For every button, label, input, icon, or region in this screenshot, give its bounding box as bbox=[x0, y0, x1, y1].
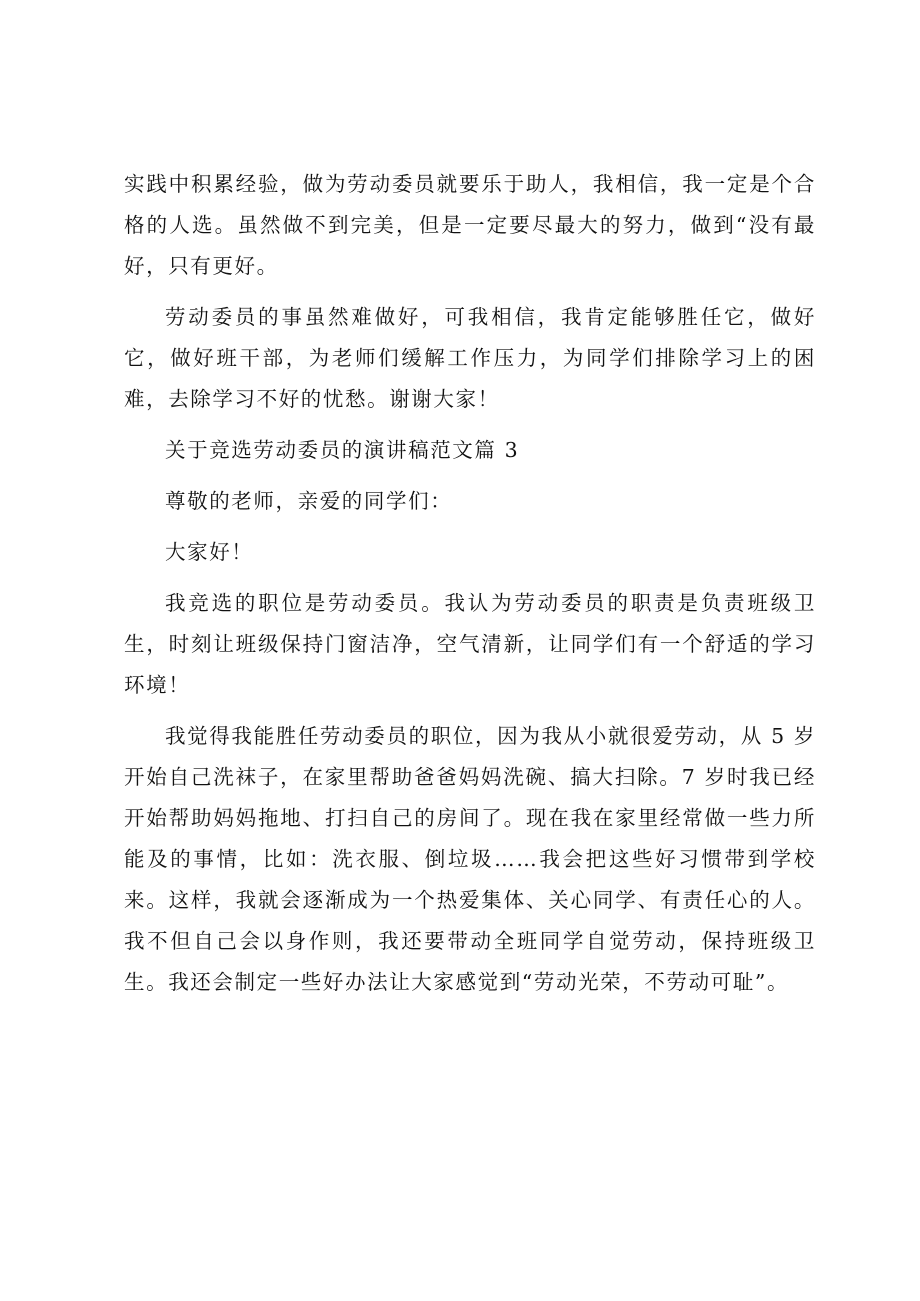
greeting: 大家好！ bbox=[165, 540, 254, 564]
section-title: 关于竞选劳动委员的演讲稿范文篇 3 bbox=[165, 438, 520, 462]
paragraph-closing: 劳动委员的事虽然难做好，可我相信，我肯定能够胜任它，做好它，做好班干部，为老师们缓解工作压力，为同学们排除学习上的困难，去除学习不好的忧愁。谢谢大家！ bbox=[124, 305, 816, 411]
paragraph-qualification: 我觉得我能胜任劳动委员的职位，因为我从小就很爱劳动，从 5 岁开始自己洗袜子，在家里帮助爸爸妈妈洗碗、搞大扫除。7 岁时我已经开始帮助妈妈拖地、打扫自己的房间了。现在我在家里经常做一些力所能及的事情，比如：洗衣服、倒垃圾……我会把这些好习惯带到学校来。这样，我就会逐渐成为一个热爱集体、关心同学、有责任心的人。我不但自己会以身作则，我还要带动全班同学自觉劳动，保持班级卫生。我还会制定一些好办法让大家感觉到“劳动光荣，不劳动可耻”。 bbox=[124, 724, 816, 994]
document-body bbox=[124, 164, 816, 1013]
paragraph-continuation: 实践中积累经验，做为劳动委员就要乐于助人，我相信，我一定是个合格的人选。虽然做不到完美，但是一定要尽最大的努力，做到“没有最好，只有更好。 bbox=[124, 172, 816, 278]
salutation: 尊敬的老师，亲爱的同学们： bbox=[165, 489, 453, 513]
paragraph-role-intro: 我竞选的职位是劳动委员。我认为劳动委员的职责是负责班级卫生，时刻让班级保持门窗洁净，空气清新，让同学们有一个舒适的学习环境！ bbox=[124, 591, 816, 697]
